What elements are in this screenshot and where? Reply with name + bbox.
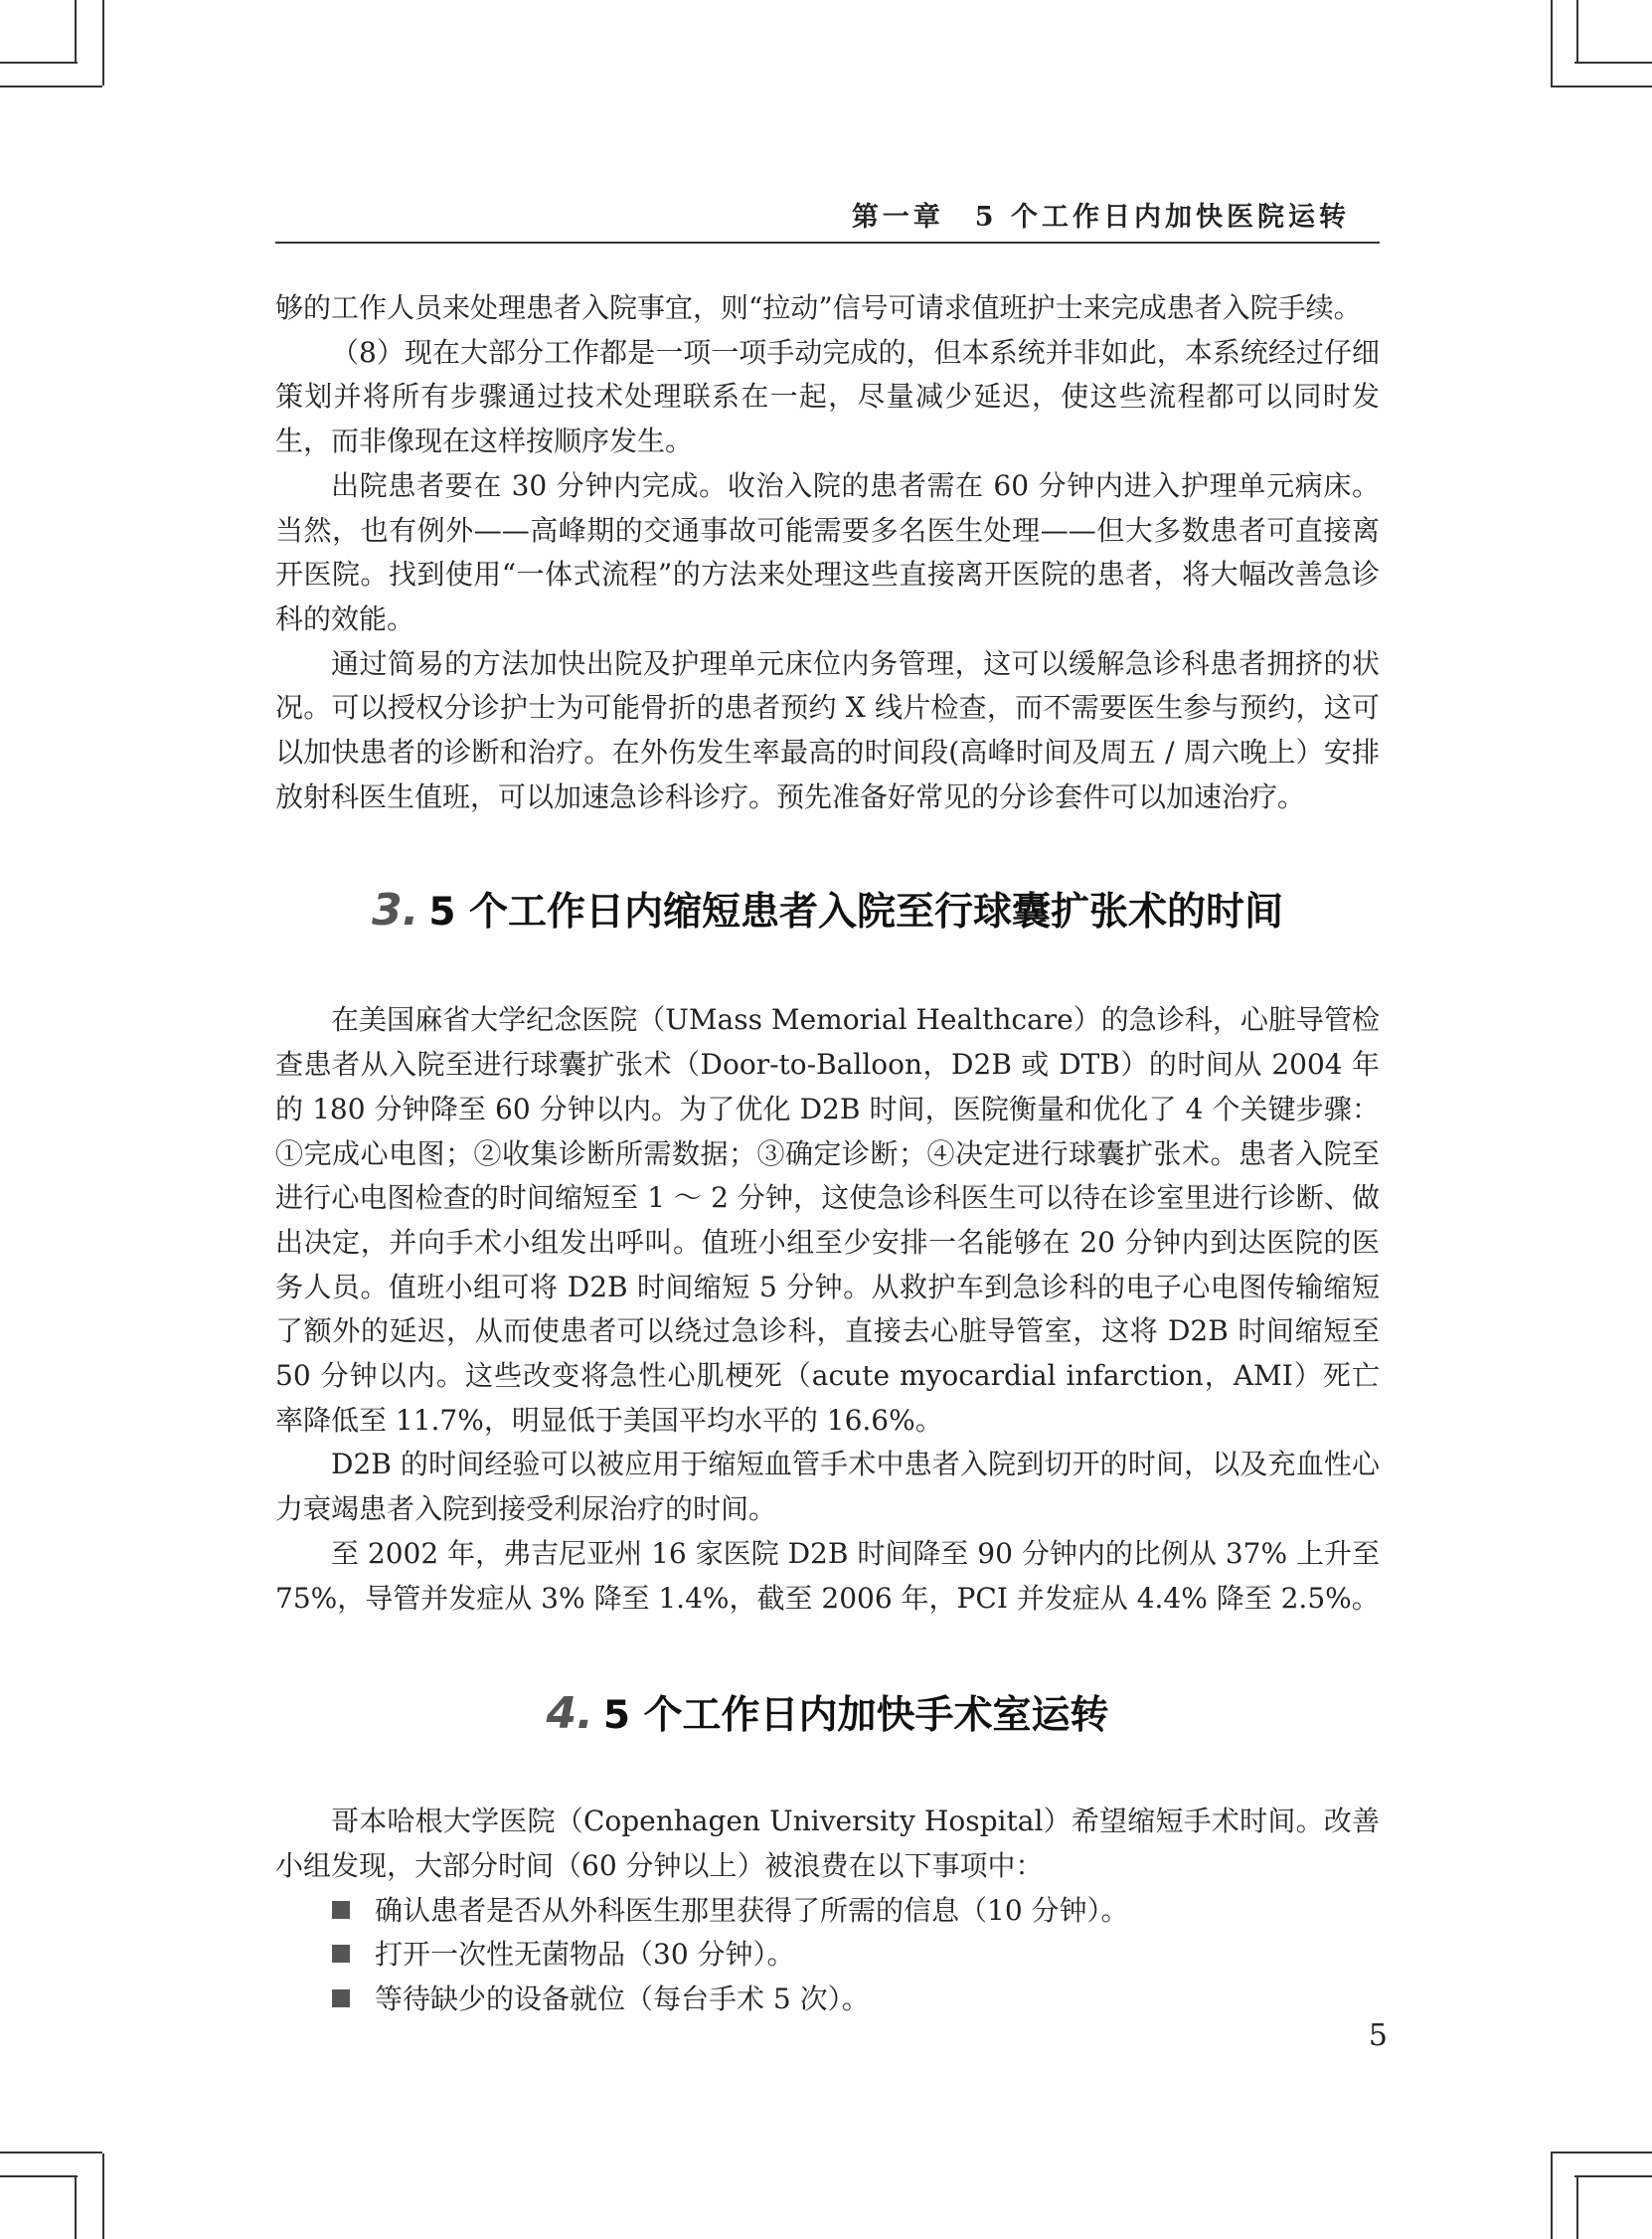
section-3-heading (275, 887, 1380, 937)
section-3-number: 3. (371, 885, 419, 937)
square-bullet-icon (332, 1945, 350, 1963)
list-item (275, 1889, 1380, 1934)
list-item (275, 1933, 1380, 1978)
crop-mark-bottom-left-horizontal (0, 2175, 78, 2177)
crop-mark-bottom-right-horizontal (1574, 2175, 1652, 2177)
crop-mark-top-right-horizontal (1574, 62, 1652, 64)
crop-mark-top-left-vertical-inner (75, 0, 77, 62)
list-item (275, 1978, 1380, 2022)
section-3-paragraph: D2B 的时间经验可以被应用于缩短血管手术中患者入院到切开的时间，以及充血性心力衰竭患者入院到接受利尿治疗的时间。 (275, 1448, 1380, 1526)
crop-mark-top-left-vertical (102, 0, 104, 86)
list-item-text: 打开一次性无菌物品（30 分钟）。 (375, 1938, 795, 1972)
crop-mark-bottom-left-vertical-inner (75, 2177, 77, 2239)
crop-mark-bottom-left-horizontal-inner (0, 2152, 102, 2153)
page-body (275, 286, 1380, 2022)
intro-paragraph: （8）现在大部分工作都是一项一项手动完成的，但本系统并非如此，本系统经过仔细策划并将所有步骤通过技术处理联系在一起，尽量减少延迟，使这些流程都可以同时发生，而非像现在这样按顺序发生。 (275, 335, 1380, 458)
crop-mark-top-right-horizontal-inner (1551, 86, 1652, 87)
crop-mark-top-right-vertical (1551, 0, 1553, 86)
crop-mark-bottom-right-horizontal-inner (1551, 2152, 1652, 2153)
running-header (275, 202, 1380, 244)
crop-mark-top-right-vertical-inner (1576, 0, 1578, 62)
crop-mark-bottom-right-vertical-inner (1576, 2177, 1578, 2239)
square-bullet-icon (332, 1989, 350, 2007)
intro-paragraph: 出院患者要在 30 分钟内完成。收治入院的患者需在 60 分钟内进入护理单元病床。当然，也有例外——高峰期的交通事故可能需要多名医生处理——但大多数患者可直接离开医院。找到使用“一体式流程”的方法来处理这些直接离开医院的患者，将大幅改善急诊科的效能。 (275, 468, 1380, 635)
section-4-title: 5 个工作日内加快手术室运转 (602, 1693, 1109, 1739)
list-item-text: 等待缺少的设备就位（每台手术 5 次）。 (375, 1982, 870, 2016)
crop-mark-top-left-horizontal (0, 62, 78, 64)
section-3-title: 5 个工作日内缩短患者入院至行球囊扩张术的时间 (428, 890, 1284, 936)
intro-paragraph: 通过简易的方法加快出院及护理单元床位内务管理，这可以缓解急诊科患者拥挤的状况。可以授权分诊护士为可能骨折的患者预约 X 线片检查，而不需要医生参与预约，这可以加快患者的诊断和治疗。在外伤发生率最高的时间段(高峰时间及周五 / 周六晚上）安排放射科医生值班，可以加速急诊科诊疗。预先准备好常见的分诊套件可以加速治疗。 (275, 646, 1380, 813)
square-bullet-icon (332, 1901, 350, 1919)
crop-mark-bottom-right-vertical (1551, 2153, 1553, 2239)
section-4-number: 4. (546, 1688, 593, 1740)
list-item-text: 确认患者是否从外科医生那里获得了所需的信息（10 分钟）。 (375, 1893, 1129, 1927)
running-header-title: 第一章 5 个工作日内加快医院运转 (851, 202, 1350, 233)
section-3-paragraph: 至 2002 年，弗吉尼亚州 16 家医院 D2B 时间降至 90 分钟内的比例从 37% 上升至 75%，导管并发症从 3% 降至 1.4%，截至 2006 年，PCI 并发症从 4.4% 降至 2.5%。 (275, 1536, 1380, 1615)
section-4-bullet-list (275, 1889, 1380, 2022)
section-4-paragraph: 哥本哈根大学医院（Copenhagen University Hospital）希望缩短手术时间。改善小组发现，大部分时间（60 分钟以上）被浪费在以下事项中： (275, 1805, 1380, 1882)
crop-mark-bottom-left-vertical (102, 2153, 104, 2239)
intro-paragraph-continuation: 够的工作人员来处理患者入院事宜，则“拉动”信号可请求值班护士来完成患者入院手续。 (275, 291, 1362, 324)
crop-mark-top-left-horizontal-inner (0, 86, 102, 87)
page-number: 5 (1368, 2018, 1388, 2053)
section-4-heading (275, 1690, 1380, 1740)
section-3-paragraph: 在美国麻省大学纪念医院（UMass Memorial Healthcare）的急诊科，心脏导管检查患者从入院至进行球囊扩张术（Door-to-Balloon，D2B 或 DTB）的时间从 2004 年的 180 分钟降至 60 分钟以内。为了优化 D2B 时间，医院衡量和优化了 4 个关键步骤：①完成心电图；②收集诊断所需数据；③确定诊断；④决定进行球囊扩张术。患者入院至进行心电图检查的时间缩短至 1 ～ 2 分钟，这使急诊科医生可以待在诊室里进行诊断、做出决定，并向手术小组发出呼叫。值班小组至少安排一名能够在 20 分钟内到达医院的医务人员。值班小组可将 D2B 时间缩短 5 分钟。从救护车到急诊科的电子心电图传输缩短了额外的延迟，从而使患者可以绕过急诊科，直接去心脏导管室，这将 D2B 时间缩短至 50 分钟以内。这些改变将急性心肌梗死（acute myocardial infarction，AMI）死亡率降低至 11.7%，明显低于美国平均水平的 16.6%。 (275, 1003, 1380, 1437)
